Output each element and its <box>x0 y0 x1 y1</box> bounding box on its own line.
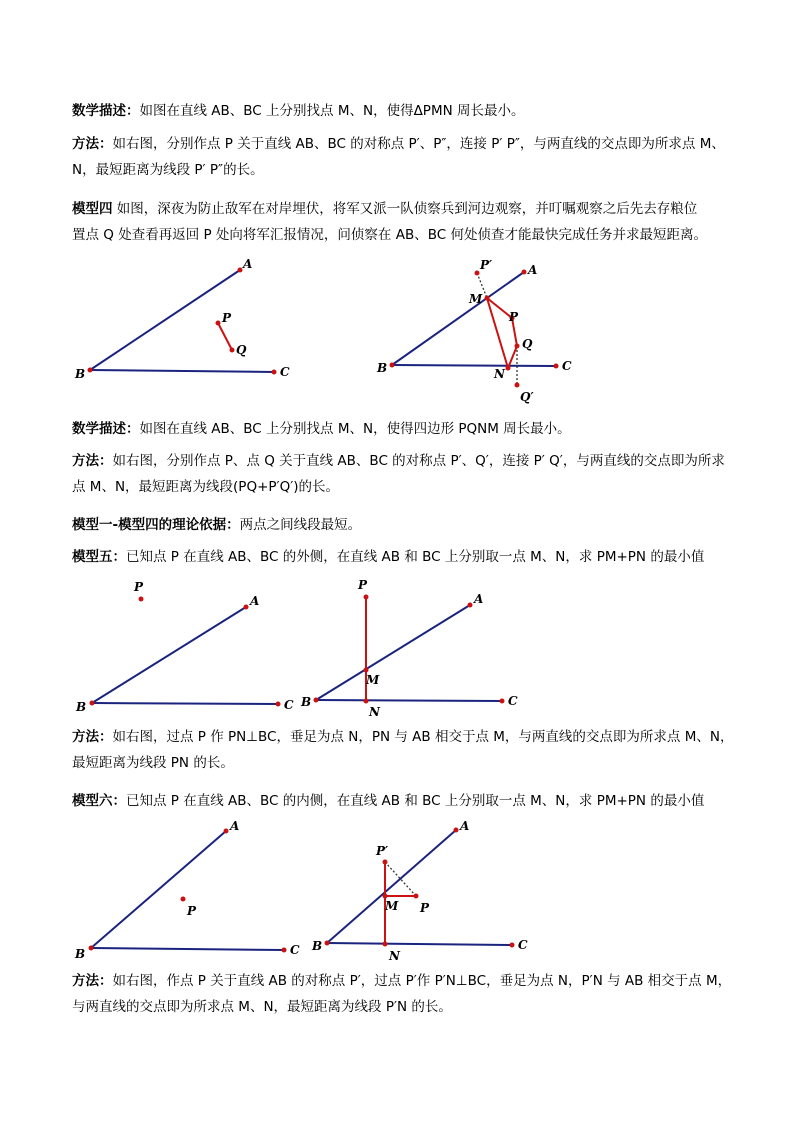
label-p: P <box>222 311 232 325</box>
label-p: P <box>358 578 368 592</box>
label-b: B <box>75 367 86 381</box>
theory-text: 两点之间线段最短。 <box>239 517 362 533</box>
point-a <box>468 603 473 608</box>
point-a <box>454 828 459 833</box>
point-n <box>364 699 369 704</box>
model5-head: 模型五： <box>72 549 126 565</box>
label-b: B <box>301 695 312 709</box>
point-a <box>224 829 229 834</box>
block1-desc-text: 如图在直线 AB、BC 上分别找点 M、N，使得ΔPMN 周长最小。 <box>139 103 525 119</box>
model6-method-text: 如右图，作点 P 关于直线 AB 的对称点 P′，过点 P′作 P′N⊥BC，垂足为点 N，P′N 与 AB 相交于点 M， <box>112 973 732 989</box>
line-bc <box>392 365 556 366</box>
line-ab <box>327 830 456 943</box>
model4-desc-head: 数学描述： <box>72 421 140 437</box>
model4-intro <box>72 196 740 248</box>
model5-figures <box>0 570 794 720</box>
label-m: M <box>385 899 399 913</box>
line-bc <box>91 948 284 950</box>
line-ab <box>316 605 470 700</box>
block1-method-text: 如右图，分别作点 P 关于直线 AB、BC 的对称点 P′、P″，连接 P′ P″，与两直线的交点即为所求点 M、 <box>112 136 725 152</box>
line-ab <box>392 272 524 365</box>
model4-method-text-2: 点 M、N，最短距离为线段(PQ+P′Q′)的长。 <box>72 479 340 495</box>
model5-method <box>72 724 740 776</box>
model4-text-2: 置点 Q 处查看再返回 P 处向将军汇报情况，问侦察在 AB、BC 何处侦查才能最快完成任务并求最短距离。 <box>72 227 707 243</box>
theory <box>72 512 740 538</box>
model5-method-text: 如右图，过点 P 作 PN⊥BC，垂足为点 N，PN 与 AB 相交于点 M，与两直线的交点即为所求点 M、N， <box>112 729 734 745</box>
block1-method-text-2: N，最短距离为线段 P′ P″的长。 <box>72 162 264 178</box>
point-p <box>139 597 144 602</box>
quadrilateral-pqnm <box>487 298 517 368</box>
model4-method-head: 方法： <box>72 453 113 469</box>
label-b: B <box>312 939 323 953</box>
point-p-prime <box>383 860 388 865</box>
model6-text: 已知点 P 在直线 AB、BC 的内侧，在直线 AB 和 BC 上分别取一点 M、N，求 PM+PN 的最小值 <box>126 793 705 809</box>
theory-head: 模型一-模型四的理论依据： <box>72 517 240 533</box>
model5-text: 已知点 P 在直线 AB、BC 的外侧，在直线 AB 和 BC 上分别取一点 M、N，求 PM+PN 的最小值 <box>126 549 705 565</box>
point-b <box>89 946 94 951</box>
model6-method-head: 方法： <box>72 973 113 989</box>
label-b: B <box>76 700 87 714</box>
label-m: M <box>469 292 483 306</box>
label-c: C <box>518 938 528 952</box>
line-bc <box>327 943 512 945</box>
label-b: B <box>75 947 86 961</box>
block1-desc <box>72 98 740 124</box>
point-n <box>383 942 388 947</box>
label-p: P <box>509 310 519 324</box>
label-q: Q <box>522 337 533 351</box>
point-a <box>244 605 249 610</box>
line-ab <box>91 831 226 948</box>
model6-method-text-2: 与两直线的交点即为所求点 M、N，最短距离为线段 P′N 的长。 <box>72 999 452 1015</box>
label-p: P <box>420 901 430 915</box>
label-a: A <box>474 592 484 606</box>
model6-method <box>72 968 740 1020</box>
label-a: A <box>243 257 253 271</box>
point-m <box>383 894 388 899</box>
label-c: C <box>290 943 300 957</box>
point-p <box>414 894 419 899</box>
point-p <box>364 595 369 600</box>
model6-figures <box>0 812 794 967</box>
label-n: N <box>494 367 505 381</box>
label-c: C <box>562 359 572 373</box>
point-b <box>314 698 319 703</box>
model5-method-head: 方法： <box>72 729 113 745</box>
block1-desc-head: 数学描述： <box>72 103 140 119</box>
label-m: M <box>366 673 380 687</box>
point-q <box>515 344 520 349</box>
label-a: A <box>250 594 260 608</box>
label-a: A <box>460 819 470 833</box>
model6-intro <box>72 788 740 814</box>
model4-text: 如图，深夜为防止敌军在对岸埋伏，将军又派一队侦察兵到河边观察，并叮嘱观察之后先去存粮位 <box>116 201 698 217</box>
line-bc <box>316 700 502 701</box>
model5-method-text-2: 最短距离为线段 PN 的长。 <box>72 755 234 771</box>
model4-desc-text: 如图在直线 AB、BC 上分别找点 M、N，使得四边形 PQNM 周长最小。 <box>139 421 571 437</box>
line-ab <box>92 607 246 703</box>
point-q-prime <box>515 383 520 388</box>
model5-intro <box>72 544 740 570</box>
label-n: N <box>369 705 380 719</box>
point-c <box>500 699 505 704</box>
label-c: C <box>508 694 518 708</box>
point-c <box>276 702 281 707</box>
point-c <box>510 943 515 948</box>
line-bc <box>92 703 278 704</box>
model4-method-text: 如右图，分别作点 P、点 Q 关于直线 AB、BC 的对称点 P′、Q′，连接 P′ Q′，与两直线的交点即为所求 <box>112 453 725 469</box>
label-q-prime: Q′ <box>520 390 534 404</box>
label-b: B <box>377 361 388 375</box>
model6-head: 模型六： <box>72 793 126 809</box>
point-b <box>390 363 395 368</box>
label-c: C <box>284 698 294 712</box>
label-p: P <box>187 904 197 918</box>
point-c <box>554 364 559 369</box>
block1-method <box>72 131 740 183</box>
point-b <box>90 701 95 706</box>
model4-desc <box>72 416 740 442</box>
block1-method-head: 方法： <box>72 136 113 152</box>
point-b <box>325 941 330 946</box>
label-c: C <box>280 365 290 379</box>
label-p: P <box>134 580 144 594</box>
label-a: A <box>528 263 538 277</box>
point-n <box>506 366 511 371</box>
point-c <box>282 948 287 953</box>
point-a <box>522 270 527 275</box>
model4-method <box>72 448 740 500</box>
label-n: N <box>389 949 400 963</box>
point-m <box>485 296 490 301</box>
label-p-prime: P′ <box>480 258 493 272</box>
label-a: A <box>230 819 240 833</box>
model4-figure-right <box>0 250 794 410</box>
point-p <box>181 897 186 902</box>
point-m <box>364 668 369 673</box>
label-q: Q <box>236 343 247 357</box>
model4-head: 模型四 <box>72 201 113 217</box>
label-p-prime: P′ <box>376 844 389 858</box>
point-p-prime <box>475 271 480 276</box>
